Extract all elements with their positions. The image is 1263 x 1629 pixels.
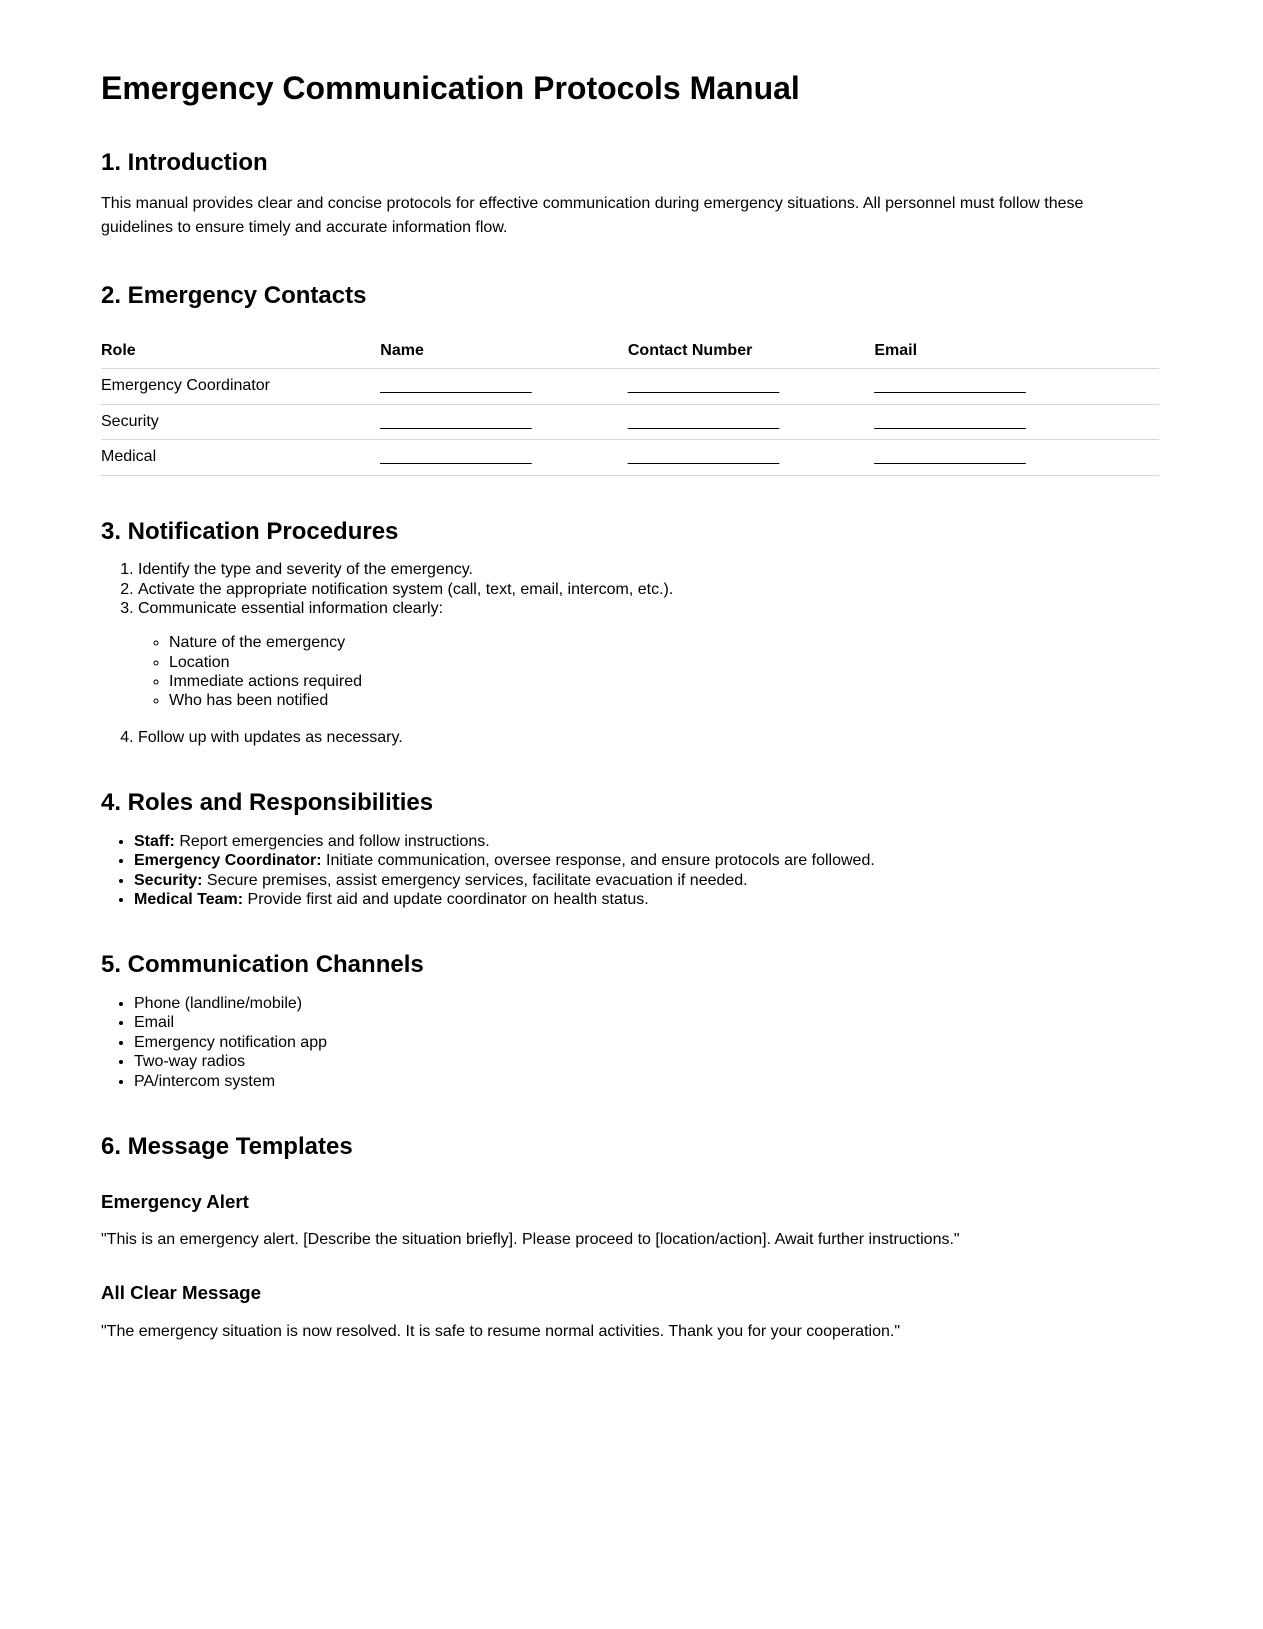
list-item: ◦ Location: [169, 654, 1159, 672]
role-cell: Medical: [101, 440, 380, 475]
section-heading-communication-channels: 5. Communication Channels: [101, 951, 424, 979]
list-item: 4. Follow up with updates as necessary.: [138, 729, 1159, 747]
roles-list: [101, 833, 1159, 910]
list-item: • PA/intercom system: [134, 1073, 1159, 1091]
list-item: • Email: [134, 1014, 1159, 1032]
section-heading-notification-procedures: 3. Notification Procedures: [101, 517, 399, 545]
list-item: [134, 872, 1159, 890]
table-row: [101, 440, 1159, 475]
role-label: Staff:: [134, 832, 175, 850]
role-cell: Security: [101, 404, 380, 439]
emergency-alert-template-text: "This is an emergency alert. [Describe the situation briefly]. Please proceed to [location/action]. Await further instructions.": [101, 1231, 960, 1249]
table-header-row: [101, 334, 1159, 369]
list-item: 2. Activate the appropriate notification system (call, text, email, intercom, etc.).: [138, 581, 1159, 599]
role-description: Secure premises, assist emergency services, facilitate evacuation if needed.: [206, 871, 748, 889]
role-cell: Emergency Coordinator: [101, 369, 380, 404]
role-description: Initiate communication, oversee response, and ensure protocols are followed.: [326, 852, 875, 870]
list-item: [134, 852, 1159, 870]
list-item: 1. Identify the type and severity of the emergency.: [138, 561, 1159, 579]
list-item: [138, 600, 1159, 711]
email-blank: _________________: [874, 440, 1159, 475]
list-item: [134, 891, 1159, 909]
list-item-text: Communicate essential information clearly:: [138, 599, 444, 617]
document-title: Emergency Communication Protocols Manual: [101, 70, 800, 106]
section-heading-introduction: 1. Introduction: [101, 148, 268, 176]
column-header-role: Role: [101, 334, 380, 369]
role-label: Emergency Coordinator:: [134, 852, 322, 870]
contact-number-blank: _________________: [628, 404, 875, 439]
table-row: [101, 404, 1159, 439]
name-blank: _________________: [380, 404, 628, 439]
list-item: • Two-way radios: [134, 1053, 1159, 1071]
section-heading-roles-responsibilities: 4. Roles and Responsibilities: [101, 789, 434, 817]
section-heading-contacts: 2. Emergency Contacts: [101, 282, 367, 310]
essential-information-list: [138, 634, 1159, 711]
role-label: Medical Team:: [134, 891, 244, 909]
name-blank: _________________: [380, 369, 628, 404]
section-heading-message-templates: 6. Message Templates: [101, 1132, 353, 1160]
table-row: [101, 369, 1159, 404]
introduction-paragraph: This manual provides clear and concise protocols for effective communication during emergency situations. All personnel must follow these guidelines to ensure timely and accurate information flow.: [101, 195, 1084, 237]
notification-steps-list: [101, 561, 1159, 747]
contact-number-blank: _________________: [628, 440, 875, 475]
email-blank: _________________: [874, 404, 1159, 439]
email-blank: _________________: [874, 369, 1159, 404]
subsection-heading-all-clear-message: All Clear Message: [101, 1282, 261, 1304]
list-item: ◦ Nature of the emergency: [169, 634, 1159, 652]
column-header-contact-number: Contact Number: [628, 334, 875, 369]
column-header-name: Name: [380, 334, 628, 369]
contact-number-blank: _________________: [628, 369, 875, 404]
list-item: ◦ Immediate actions required: [169, 673, 1159, 691]
list-item: [134, 833, 1159, 851]
role-description: Provide first aid and update coordinator on health status.: [247, 891, 649, 909]
list-item: • Phone (landline/mobile): [134, 995, 1159, 1013]
emergency-contacts-table: [101, 334, 1159, 476]
role-label: Security:: [134, 871, 203, 889]
channels-list: [101, 995, 1159, 1091]
column-header-email: Email: [874, 334, 1159, 369]
list-item: • Emergency notification app: [134, 1034, 1159, 1052]
role-description: Report emergencies and follow instructions.: [179, 832, 490, 850]
list-item: ◦ Who has been notified: [169, 692, 1159, 710]
subsection-heading-emergency-alert: Emergency Alert: [101, 1190, 249, 1212]
name-blank: _________________: [380, 440, 628, 475]
all-clear-template-text: "The emergency situation is now resolved. It is safe to resume normal activities. Thank you for your cooperation.": [101, 1322, 900, 1340]
